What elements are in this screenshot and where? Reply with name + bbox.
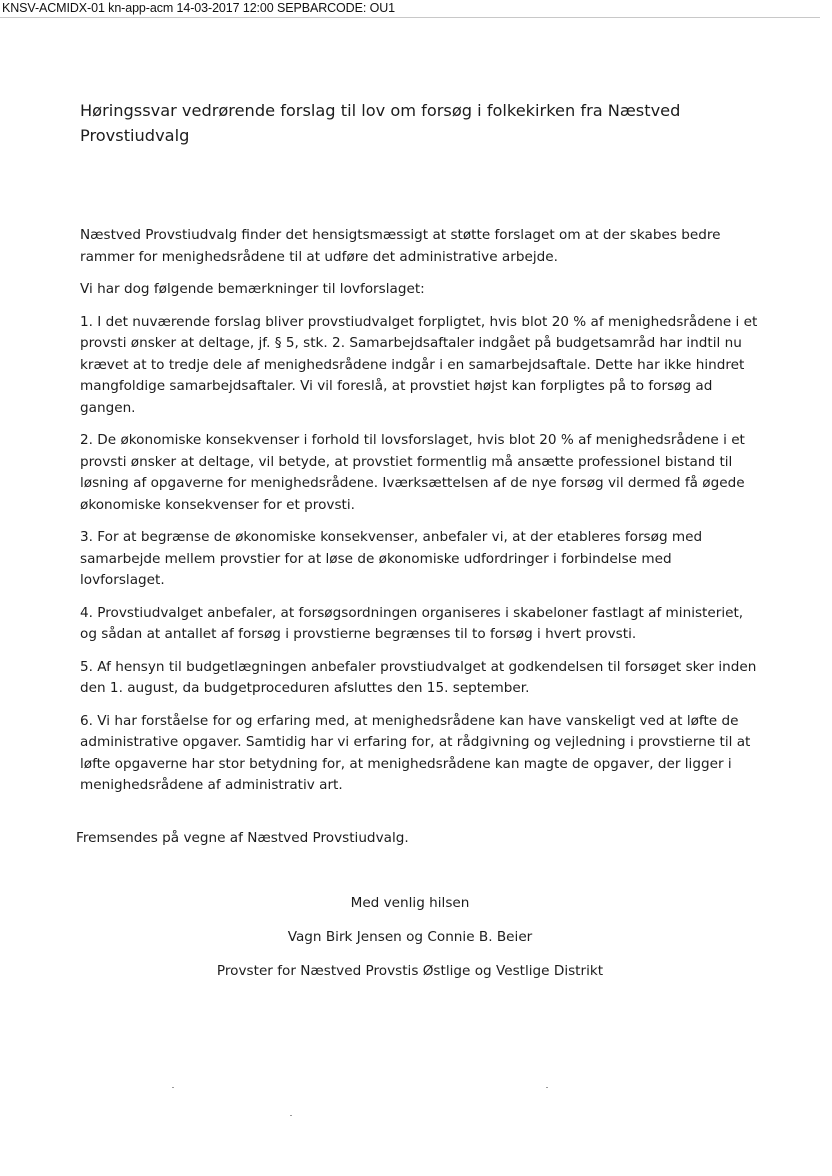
scan-speck (290, 1115, 292, 1116)
scan-speck (172, 1087, 174, 1088)
paragraph-point-6: 6. Vi har forståelse for og erfaring med, at menighedsrådene kan have vanskeligt ved at løfte de administrative opgaver. Samtidig har vi erfaring for, at rådgivning og vejledning i provstierne til at løfte opgaverne har stor betydning for, at menighedsrådene kan magte de opgaver, der ligger i menighedsrådene af administrativ art. (80, 712, 751, 793)
document-title: Høringssvar vedrørende forslag til lov om forsøg i folkekirken fra Næstved Provstiudvalg (80, 101, 681, 145)
signatory-names: Vagn Birk Jensen og Connie B. Beier (287, 929, 533, 945)
paragraph-point-1: 1. I det nuværende forslag bliver provstiudvalget forpligtet, hvis blot 20 % af menighedsrådene i et provsti ønsker at deltage, jf. § 5, stk. 2. Samarbejdsaftaler indgået på budgetsamråd har indtil nu krævet at to tredje dele af menighedsrådene indgår i en samarbejdsaftale. Dette har ikke hindret mangfoldige samarbejdsaftaler. Vi vil foreslå, at provstiet højst kan forpligtes på to forsøg ad gangen. (80, 313, 758, 416)
document-paragraphs (80, 225, 760, 797)
scan-header: KNSV-ACMIDX-01 kn-app-acm 14-03-2017 12:00 SEPBARCODE: OU1 (2, 1, 395, 15)
header-divider (0, 17, 820, 18)
closing-line: Fremsendes på vegne af Næstved Provstiudvalg. (76, 830, 409, 846)
signatory-title: Provster for Næstved Provstis Østlige og Vestlige Distrikt (216, 963, 604, 979)
paragraph-point-3: 3. For at begrænse de økonomiske konsekvenser, anbefaler vi, at der etableres forsøg med samarbejde mellem provstier for at løse de økonomiske udfordringer i forbindelse med lovforslaget. (80, 529, 703, 588)
document-body (80, 98, 760, 808)
paragraph-point-5: 5. Af hensyn til budgetlægningen anbefaler provstiudvalget at godkendelsen til forsøget sker inden den 1. august, da budgetproceduren afsluttes den 15. september. (80, 658, 757, 696)
paragraph-point-2: 2. De økonomiske konsekvenser i forhold til lovsforslaget, hvis blot 20 % af menighedsrådene i et provsti ønsker at deltage, vil betyde, at provstiet formentlig må ansætte professionel bistand til løsning af opgaverne for menighedsrådene. Iværksættelsen af de nye forsøg vil dermed få øgede økonomiske konsekvenser for et provsti. (80, 432, 745, 513)
paragraph-point-4: 4. Provstiudvalget anbefaler, at forsøgsordningen organiseres i skabeloner fastlagt af ministeriet, og sådan at antallet af forsøg i provstierne begrænses til to forsøg i hvert provsti. (80, 604, 744, 642)
scan-speck (546, 1087, 548, 1088)
paragraph-intro: Næstved Provstiudvalg finder det hensigtsmæssigt at støtte forslaget om at der skabes bedre rammer for menighedsrådene til at udføre det administrative arbejde. (80, 227, 721, 265)
paragraph-remarks-lead: Vi har dog følgende bemærkninger til lovforslaget: (80, 281, 425, 297)
greeting: Med venlig hilsen (350, 895, 470, 911)
